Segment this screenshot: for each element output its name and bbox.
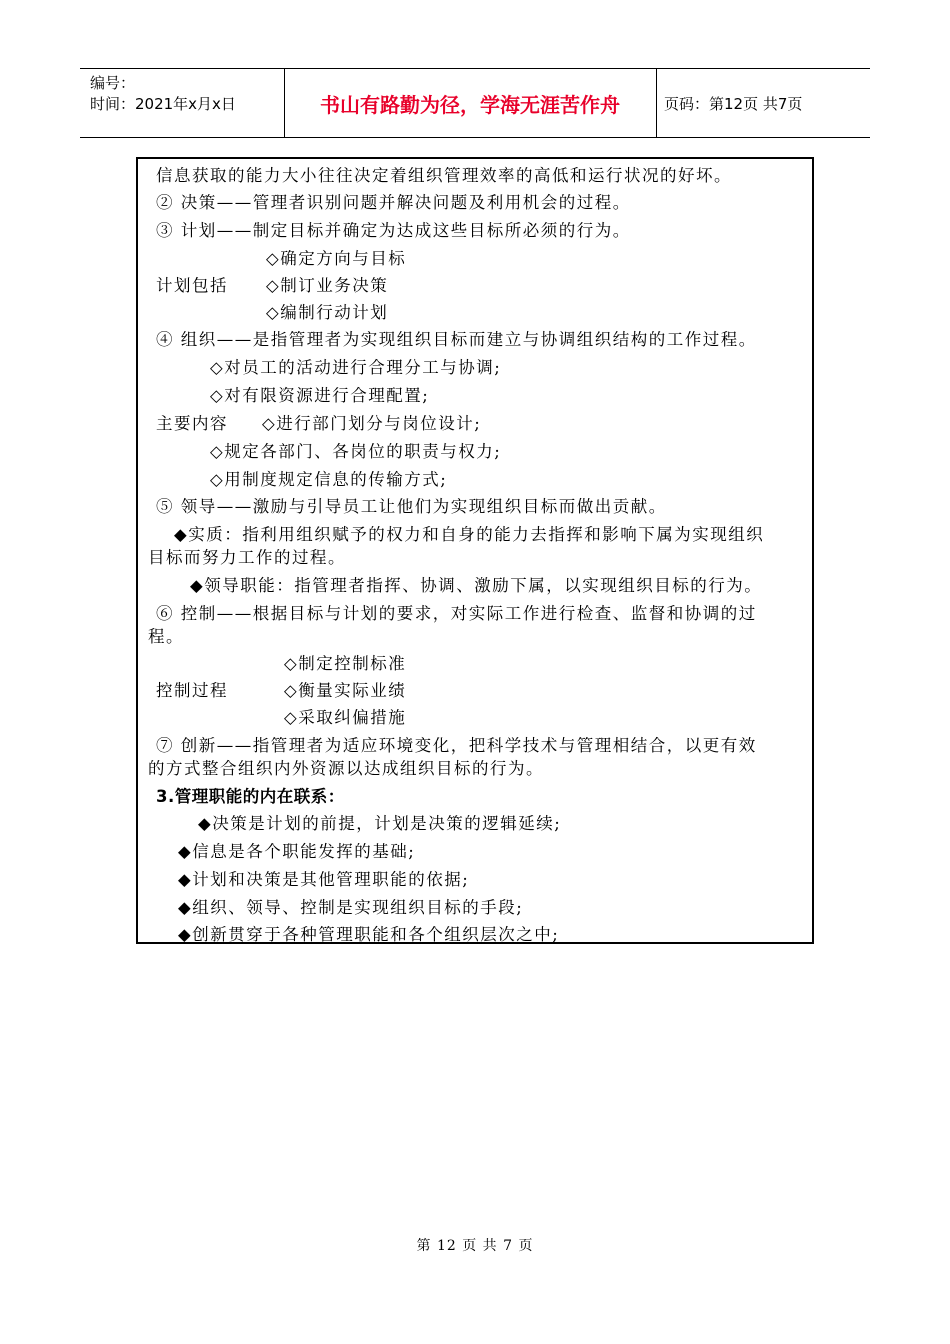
list-item: ◇对员工的活动进行合理分工与协调; — [210, 358, 502, 377]
bullet-item: ◆信息是各个职能发挥的基础; — [178, 842, 416, 861]
list-item: ◇确定方向与目标 — [266, 249, 407, 268]
code-label: 编号： — [90, 74, 136, 92]
text-line: ⑦ 创新——指管理者为适应环境变化，把科学技术与管理相结合，以更有效 — [156, 736, 757, 755]
text-line: 程。 — [148, 627, 184, 646]
text-line: ④ 组织——是指管理者为实现组织目标而建立与协调组织结构的工作过程。 — [156, 330, 757, 349]
bullet-item: ◆创新贯穿于各种管理职能和各个组织层次之中; — [178, 925, 560, 944]
group-label: 控制过程 — [156, 681, 228, 700]
bullet-item: ◆计划和决策是其他管理职能的依据; — [178, 870, 470, 889]
page-header — [80, 68, 870, 138]
list-item: ◇编制行动计划 — [266, 303, 389, 322]
list-item: ◇进行部门划分与岗位设计; — [262, 414, 482, 433]
text-line: 目标而努力工作的过程。 — [148, 548, 346, 567]
list-item: ◇衡量实际业绩 — [284, 681, 407, 700]
group-label: 主要内容 — [156, 414, 228, 433]
group-label: 计划包括 — [156, 276, 228, 295]
section-heading: 3.管理职能的内在联系： — [156, 787, 345, 806]
text-line: ⑥ 控制——根据目标与计划的要求，对实际工作进行检查、监督和协调的过 — [156, 604, 757, 623]
list-item: ◇对有限资源进行合理配置; — [210, 386, 430, 405]
motto: 书山有路勤为径，学海无涯苦作舟 — [320, 92, 620, 117]
list-item: ◇采取纠偏措施 — [284, 708, 407, 727]
text-line: ② 决策——管理者识别问题并解决问题及利用机会的过程。 — [156, 193, 631, 212]
page-footer: 第 12 页 共 7 页 — [416, 1238, 534, 1254]
text-line: ③ 计划——制定目标并确定为达成这些目标所必须的行为。 — [156, 221, 631, 240]
bullet-item: ◆领导职能：指管理者指挥、协调、激励下属，以实现组织目标的行为。 — [190, 576, 763, 595]
page-info: 页码：第12页 共7页 — [664, 94, 803, 113]
header-left — [90, 73, 236, 115]
list-item: ◇用制度规定信息的传输方式; — [210, 470, 448, 489]
text-line: ⑤ 领导——激励与引导员工让他们为实现组织目标而做出贡献。 — [156, 497, 667, 516]
text-line: 信息获取的能力大小往往决定着组织管理效率的高低和运行状况的好坏。 — [156, 166, 732, 185]
header-divider — [656, 69, 657, 137]
bullet-item: ◆决策是计划的前提，计划是决策的逻辑延续; — [198, 814, 562, 833]
text-line: 的方式整合组织内外资源以达成组织目标的行为。 — [148, 759, 544, 778]
list-item: ◇规定各部门、各岗位的职责与权力; — [210, 442, 502, 461]
content-box — [136, 157, 814, 944]
bullet-item: ◆实质：指利用组织赋予的权力和自身的能力去指挥和影响下属为实现组织 — [174, 525, 765, 544]
list-item: ◇制定控制标准 — [284, 654, 407, 673]
list-item: ◇制订业务决策 — [266, 276, 389, 295]
time-label: 时间：2021年x月x日 — [90, 95, 236, 113]
bullet-item: ◆组织、领导、控制是实现组织目标的手段; — [178, 898, 524, 917]
